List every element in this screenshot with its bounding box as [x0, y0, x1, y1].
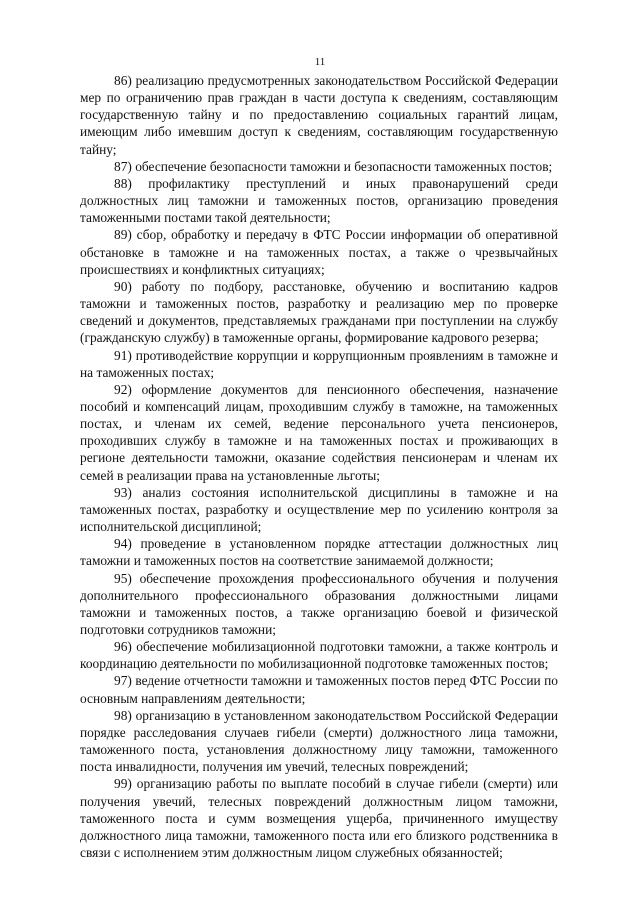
list-item	[80, 72, 558, 158]
item-number: 95)	[114, 570, 132, 586]
item-number: 94)	[114, 536, 132, 552]
list-item	[80, 638, 558, 672]
item-number: 90)	[114, 278, 132, 294]
list-item	[80, 158, 558, 175]
list-item	[80, 535, 558, 569]
list-item	[80, 707, 558, 776]
item-number: 98)	[114, 707, 132, 723]
item-text: обеспечение прохождения профессионального обучения и получения дополнительного профессионального образования должностными лицами таможни и таможенных постов, а также организацию боевой и физической подготовки сотрудников таможни;	[80, 570, 558, 637]
list-item	[80, 672, 558, 706]
item-text: анализ состояния исполнительской дисциплины в таможне и на таможенных постах, разработку и осуществление мер по усилению контроля за исполнительской дисциплиной;	[80, 484, 558, 535]
item-text: сбор, обработку и передачу в ФТС России информации об оперативной обстановке в таможне и на таможенных постах, а также о чрезвычайных происшествиях и конфликтных ситуациях;	[80, 227, 558, 277]
item-number: 87)	[114, 158, 132, 174]
item-text: реализацию предусмотренных законодательством Российской Федерации мер по ограничению прав граждан в части доступа к сведениям, составляющим государственную тайну и по предоставлению социальных гарантий лицам, имеющим либо имевшим доступ к сведениям, составляющим государственную тайну;	[80, 73, 558, 157]
item-number: 97)	[114, 673, 132, 689]
list-item	[80, 381, 558, 484]
item-text: проведение в установленном порядке аттестации должностных лиц таможни и таможенных постов на соответствие занимаемой должности;	[80, 536, 558, 569]
item-text: обеспечение мобилизационной подготовки таможни, а также контроль и координацию деятельности по мобилизационной подготовке таможенных постов;	[80, 639, 558, 672]
item-text: организацию в установленном законодательством Российской Федерации порядке расследования случаев гибели (смерти) должностного лица таможни, таможенного поста, установления должностному лицу таможни, таможенного поста инвалидности, получения им увечий, телесных повреждений;	[80, 707, 558, 775]
item-number: 96)	[114, 639, 132, 655]
page-number: 11	[314, 56, 326, 68]
item-text: противодействие коррупции и коррупционным проявлениям в таможне и на таможенных постах;	[80, 347, 558, 380]
list-item	[80, 278, 558, 347]
item-number: 93)	[114, 484, 132, 500]
list-item	[80, 347, 558, 381]
item-text: профилактику преступлений и иных правонарушений среди должностных лиц таможни и таможенных постов, организацию проведения таможенными постами такой деятельности;	[80, 175, 558, 226]
item-text: оформление документов для пенсионного обеспечения, назначение пособий и компенсаций лицам, проходившим службу в таможне, на таможенных постах, и членам их семей, ведение персонального учета пенсионеров, проходивших службу в таможне и на таможенных постах и проживающих в регионе деятельности таможни, оказание содействия пенсионерам и членам их семей в реализации права на установленные льготы;	[80, 381, 558, 483]
item-number: 92)	[114, 381, 132, 397]
item-text: организацию работы по выплате пособий в случае гибели (смерти) или получения увечий, телесных повреждений должностным лицом таможни, таможенного поста и сумм возмещения ущерба, причиненного имуществу должностного лица таможни, таможенного поста или его близкого родственника в связи с исполнением этим должностным лицом служебных обязанностей;	[80, 776, 558, 861]
item-text: ведение отчетности таможни и таможенных постов перед ФТС России по основным направлениям деятельности;	[80, 673, 559, 706]
item-number: 86)	[114, 73, 132, 88]
item-number: 91)	[114, 347, 132, 363]
list-item	[80, 775, 558, 861]
item-number: 88)	[114, 175, 132, 191]
item-number: 89)	[114, 227, 132, 243]
item-number: 99)	[114, 776, 132, 792]
list-item	[80, 175, 558, 226]
item-text: обеспечение безопасности таможни и безопасности таможенных постов;	[135, 158, 553, 174]
document-body	[80, 72, 558, 861]
list-item	[80, 570, 558, 639]
list-item	[80, 484, 558, 535]
item-text: работу по подбору, расстановке, обучению и воспитанию кадров таможни и таможенных постов, разработку и реализацию мер по проверке сведений и документов, представляемых гражданами при поступлении на службу (гражданскую службу) в таможенные органы, формирование кадрового резерва;	[80, 278, 558, 346]
list-item	[80, 226, 558, 277]
